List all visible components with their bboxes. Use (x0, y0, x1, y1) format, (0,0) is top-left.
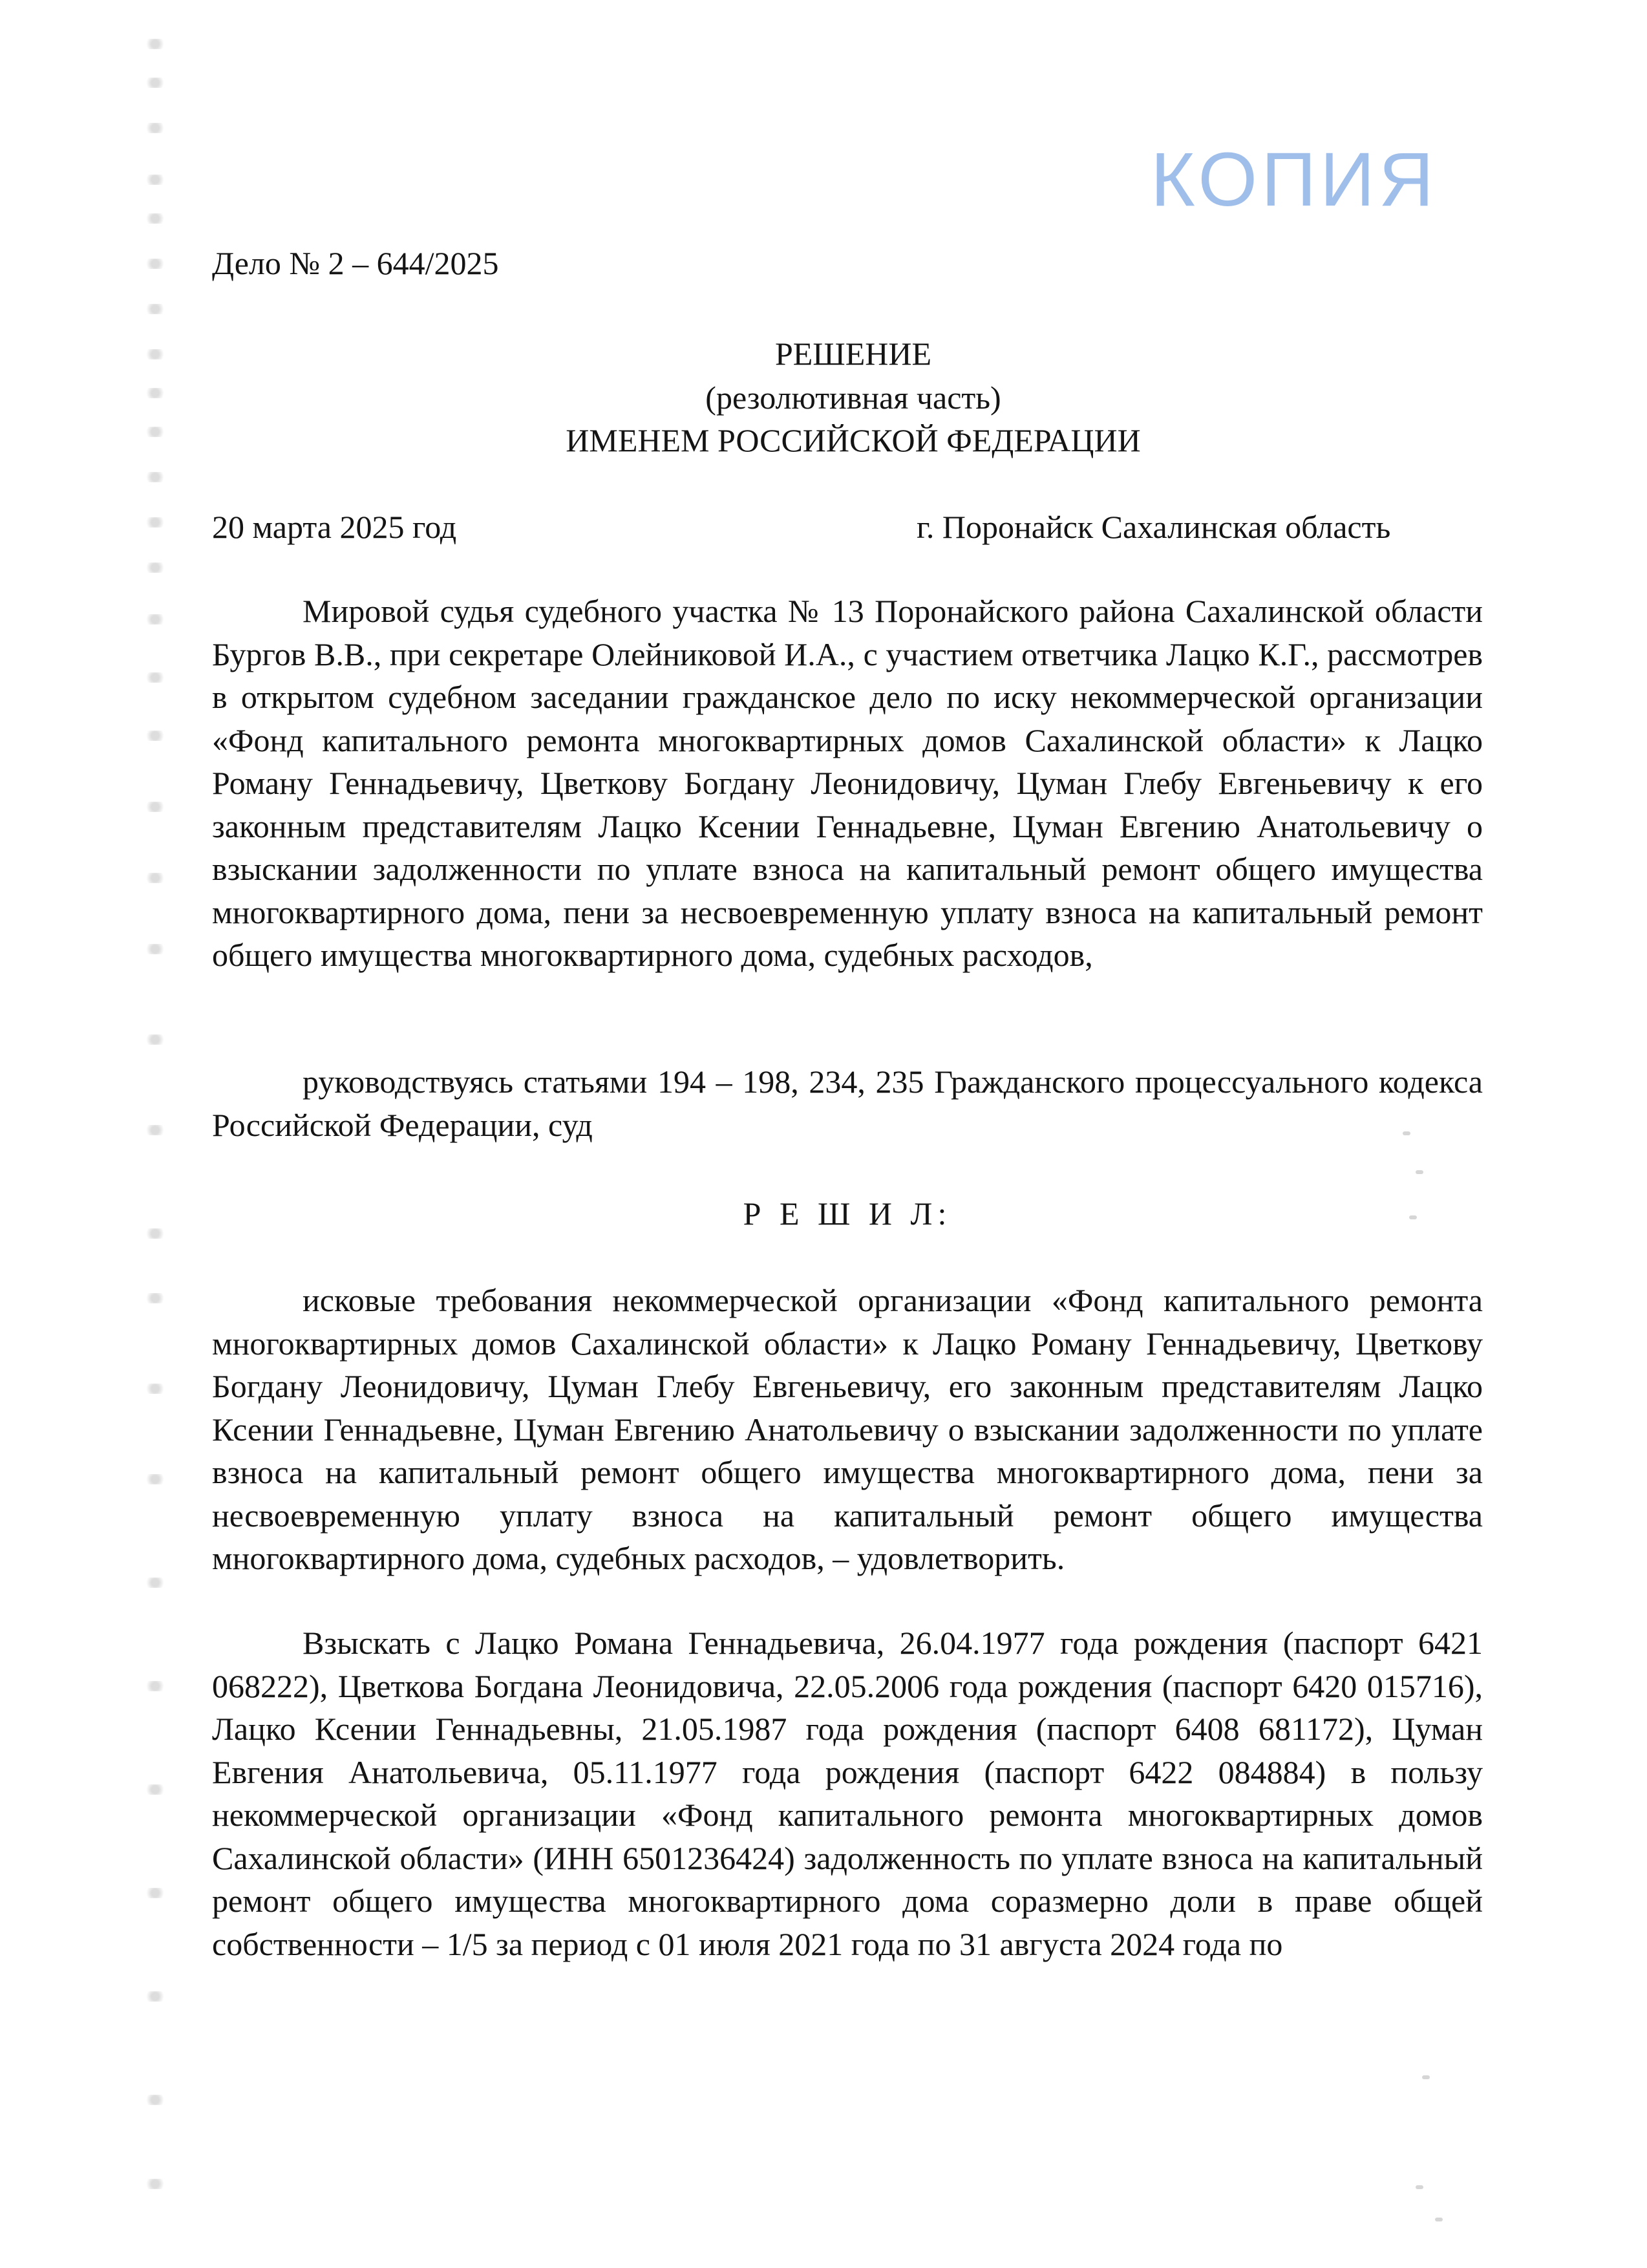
intro-paragraph: Мировой судья судебного участка № 13 Поронайского района Сахалинской области Бургов В.В., при секретаре Олейниковой И.А., с участием ответчика Лацко К.Г., рассмотрев в открытом судебном заседании гражданское дело по иску некоммерческой организации «Фонд капитального ремонта многоквартирных домов Сахалинской области» к Лацко Роману Геннадьевичу, Цветкову Богдану Леонидовичу, Цуман Глебу Евгеньевичу к его законным представителям Лацко Ксении Геннадьевне, Цуман Евгению Анатольевичу о взыскании задолженности по уплате взноса на капитальный ремонт общего имущества многоквартирного дома, пени за несвоевременную уплату взноса на капитальный ремонт общего имущества многоквартирного дома, судебных расходов, (212, 593, 1483, 973)
legal-basis-paragraph: руководствуясь статьями 194 – 198, 234, 235 Гражданского процессуального кодекса Российской Федерации, суд (212, 1064, 1483, 1143)
scan-margin-marks (143, 26, 182, 2250)
document-heading-line: ИМЕНЕМ РОССИЙСКОЙ ФЕДЕРАЦИИ (566, 422, 1141, 458)
resolved-heading: Р Е Ш И Л: (743, 1195, 952, 1232)
claims-paragraph: исковые требования некоммерческой организации «Фонд капитального ремонта многоквартирных домов Сахалинской области» к Лацко Роману Геннадьевичу, Цветкову Богдану Леонидовичу, Цуман Глебу Евгеньевичу, его законным представителям Лацко Ксении Геннадьевне, Цуман Евгению Анатольевичу о взыскании задолженности по уплате взноса на капитальный ремонт общего имущества многоквартирного дома, пени за несвоевременную уплату взноса на капитальный ремонт общего имущества многоквартирного дома, судебных расходов, – удовлетворить. (212, 1282, 1483, 1576)
copy-stamp: КОПИЯ (1151, 137, 1438, 222)
decision-place: г. Поронайск Сахалинская область (917, 509, 1391, 545)
document-title: РЕШЕНИЕ (774, 336, 932, 372)
document-subtitle: (резолютивная часть) (705, 380, 1001, 416)
collection-paragraph: Взыскать с Лацко Романа Геннадьевича, 26.04.1977 года рождения (паспорт 6421 068222), Цветкова Богдана Леонидовича, 22.05.2006 года рождения (паспорт 6420 015716), Лацко Ксении Геннадьевны, 21.05.1987 года рождения (паспорт 6408 681172), Цуман Евгения Анатольевича, 05.11.1977 года рождения (паспорт 6422 084884) в пользу некоммерческой организации «Фонд капитального ремонта многоквартирных домов Сахалинской области» (ИНН 6501236424) задолженность по уплате взноса на капитальный ремонт общего имущества многоквартирного дома соразмерно доли в праве общей собственности – 1/5 за период с 01 июля 2021 года по 31 августа 2024 года по (212, 1625, 1483, 1962)
case-number: Дело № 2 – 644/2025 (212, 245, 499, 281)
decision-date: 20 марта 2025 год (212, 509, 457, 545)
